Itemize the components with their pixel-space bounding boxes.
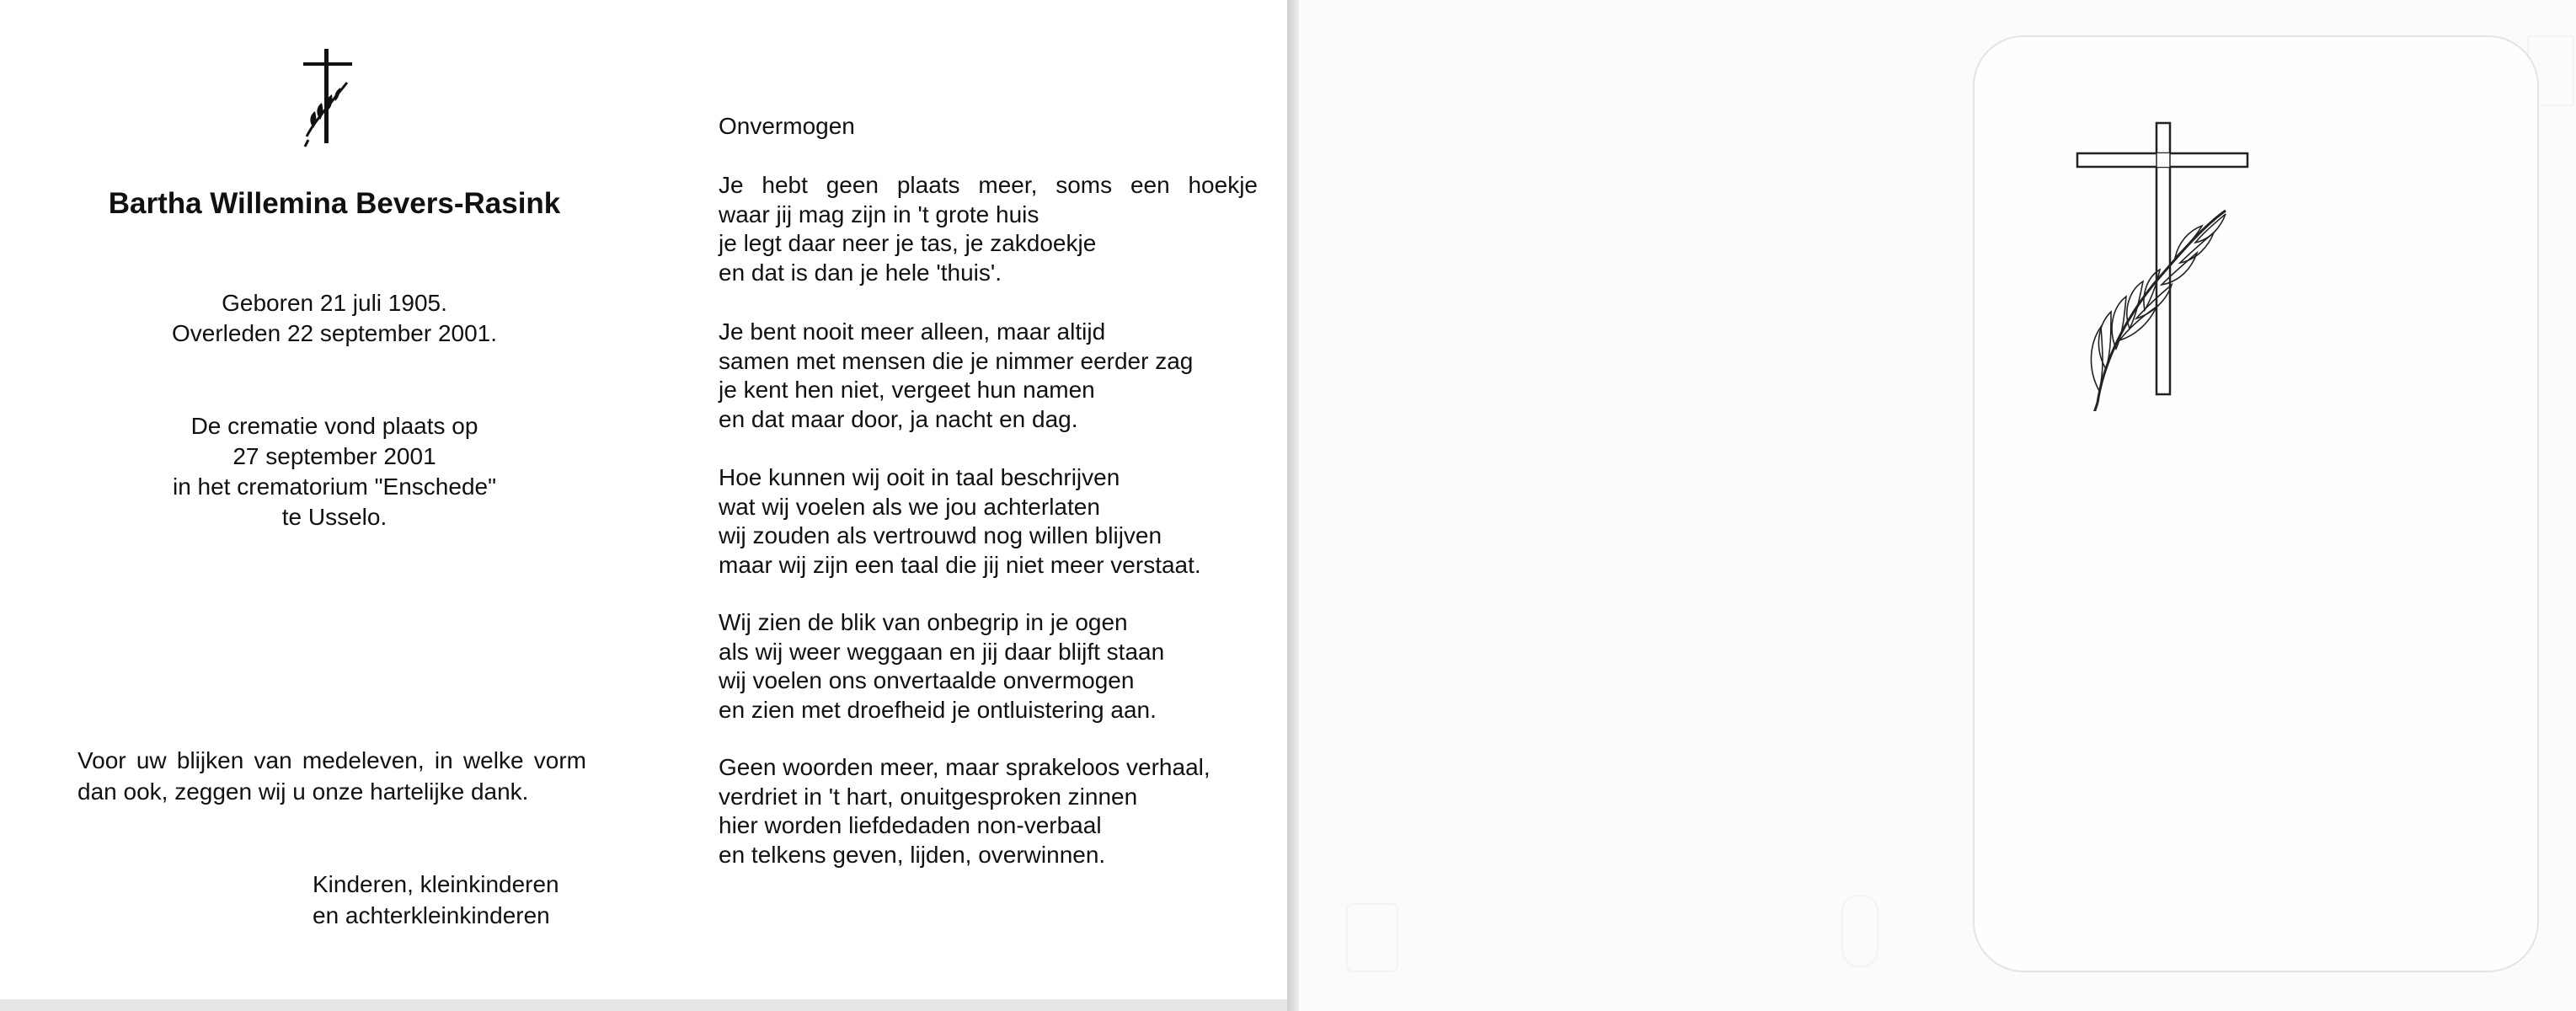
poem-line: en dat is dan je hele 'thuis'.	[719, 259, 1002, 286]
death-date: Overleden 22 september 2001.	[171, 320, 498, 346]
embossed-mark	[1346, 903, 1398, 972]
poem-line: Je hebt geen plaats meer, soms een hoekje	[719, 172, 1258, 198]
poem-stanza	[719, 463, 1258, 580]
page-bottom-edge	[0, 999, 1287, 1011]
poem-line: en zien met droefheid je ontluistering aan.	[719, 696, 1157, 723]
poem-line: Hoe kunnen wij ooit in taal beschrijven	[719, 464, 1120, 490]
poem-line: en telkens geven, lijden, overwinnen.	[719, 841, 1106, 868]
poem-line: hier worden liefdedaden non-verbaal	[719, 812, 1102, 838]
poem-stanza	[719, 171, 1258, 287]
thanks-paragraph: Voor uw blijken van medeleven, in welke vorm dan ook, zeggen wij u onze hartelijke dank.	[77, 747, 586, 805]
poem-line: Geen woorden meer, maar sprakeloos verhaal,	[719, 754, 1211, 780]
poem-line: samen met mensen die je nimmer eerder zag	[719, 347, 1194, 374]
poem-stanza	[719, 753, 1258, 869]
poem-line: Wij zien de blik van onbegrip in je ogen	[719, 609, 1128, 635]
poem-line: maar wij zijn een taal die jij niet meer verstaat.	[719, 551, 1201, 578]
poem-line: wat wij voelen als we jou achterlaten	[719, 493, 1100, 520]
life-dates	[51, 288, 618, 349]
poem-line: verdriet in 't hart, onuitgesproken zinnen	[719, 783, 1138, 810]
cremation-line: in het crematorium "Enschede"	[172, 473, 497, 500]
poem-stanza	[719, 318, 1258, 434]
poem-line: wij voelen ons onvertaalde onvermogen	[719, 667, 1135, 693]
poem-line: en dat maar door, ja nacht en dag.	[719, 405, 1078, 432]
poem-line: waar jij mag zijn in 't grote huis	[719, 201, 1039, 227]
poem-stanza	[719, 608, 1258, 725]
cremation-line: te Usselo.	[281, 504, 387, 530]
deceased-name: Bartha Willemina Bevers-Rasink	[108, 187, 561, 220]
cremation-line: 27 september 2001	[232, 443, 436, 469]
poem-line: je kent hen niet, vergeet hun namen	[719, 377, 1095, 403]
family-signature	[313, 869, 559, 931]
signature-line: Kinderen, kleinkinderen	[313, 871, 559, 897]
poem-line: Je bent nooit meer alleen, maar altijd	[719, 318, 1106, 345]
embossed-mark	[1841, 895, 1879, 967]
poem-line: als wij weer weggaan en jij daar blijft staan	[719, 638, 1165, 665]
poem-title: Onvermogen	[719, 113, 855, 139]
cross-with-palm-branch-icon	[2069, 116, 2254, 411]
cremation-line: De crematie vond plaats op	[190, 413, 478, 439]
cover-frame	[1973, 35, 2539, 972]
inner-page	[0, 0, 1290, 999]
poem-line: je legt daar neer je tas, je zakdoekje	[719, 230, 1097, 256]
signature-line: en achterkleinkinderen	[313, 902, 550, 928]
fold-line	[1287, 0, 1299, 1011]
cremation-notice	[51, 411, 618, 532]
poem-line: wij zouden als vertrouwd nog willen blijven	[719, 522, 1162, 548]
birth-date: Geboren 21 juli 1905.	[222, 290, 447, 316]
cross-with-palm-branch-icon	[297, 49, 361, 148]
